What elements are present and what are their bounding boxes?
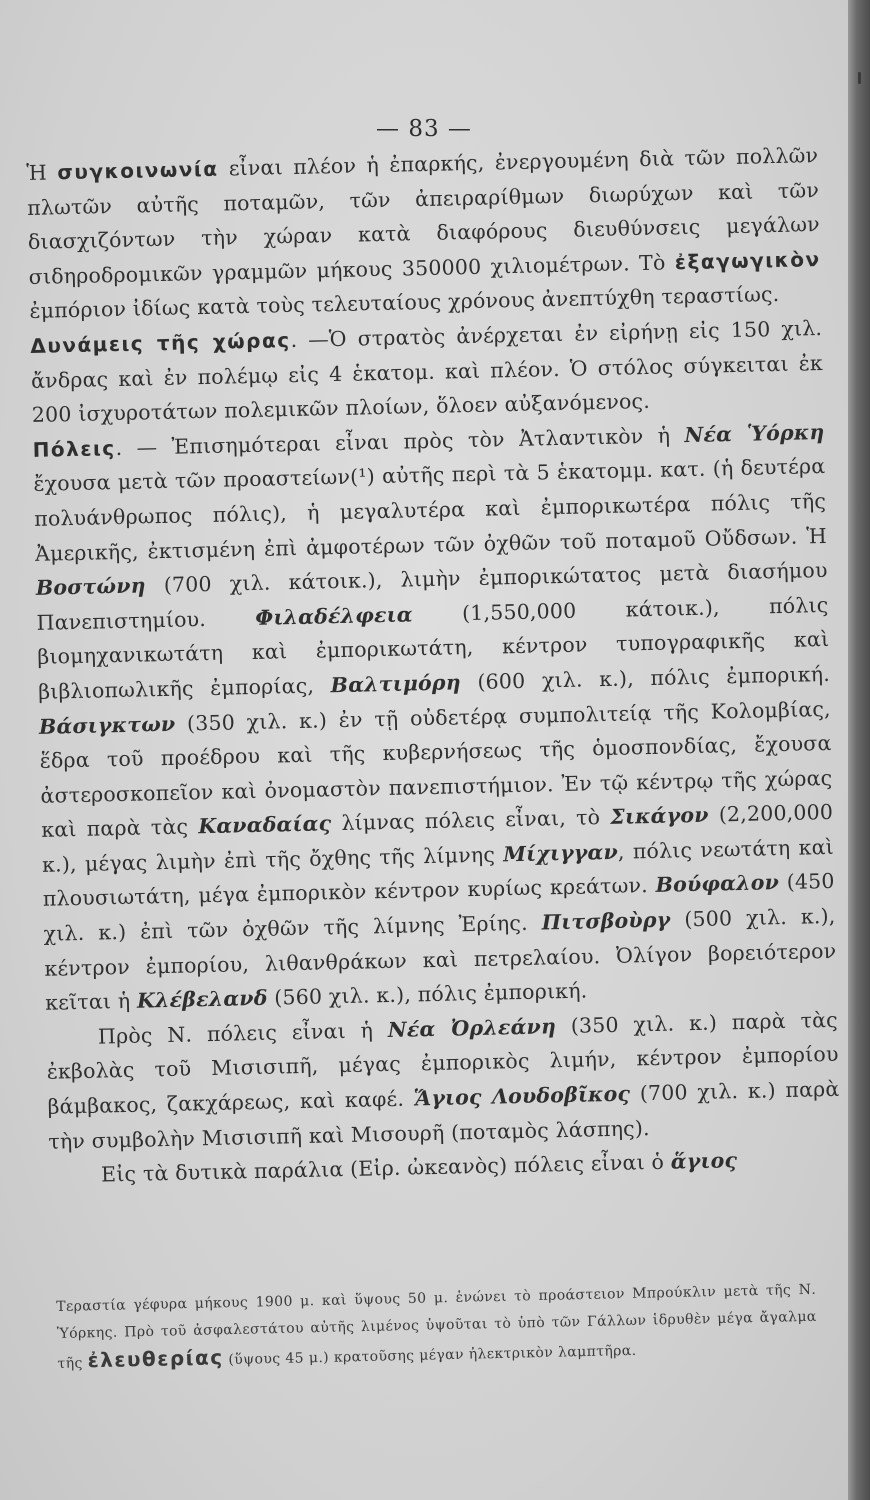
- spaced-heading: ἐξαγωγικὸν: [674, 246, 821, 275]
- spaced-heading: Δυνάμεις τῆς χώρας: [30, 328, 291, 358]
- italic-name: Βάσιγκτων: [38, 711, 176, 739]
- paragraph: [32, 415, 837, 1021]
- text-run: (350 χιλ. κ.) ἐν τῇ οὐδετέρᾳ συμπολιτείᾳ τῆς Κολομβίας, ἕδρα τοῦ προέδρου καὶ τῆς κυβερνήσεως τῆς ὁμοσπονδίας, ἔχουσα ἀστεροσκοπεῖον καὶ ὀνομαστὸν πανεπιστήμιον. Ἐν τῷ κέντρῳ τῆς χώρας καὶ παρὰ τὰς: [39, 696, 833, 843]
- italic-name: Νέα Ὀρλεάνη: [387, 1014, 557, 1042]
- paragraph: [30, 311, 824, 433]
- text-run: (2,200,000 κ.), μέγας λιμὴν ἐπὶ τῆς ὄχθης τῆς λίμνης: [41, 800, 834, 877]
- italic-name: Βαλτιμόρη: [330, 670, 462, 698]
- paragraph: [46, 1003, 841, 1159]
- text-run: (1,550,000 κάτοικ.), πόλις βιομηχανικωτάτη καὶ ἐμπορικωτάτη, κέντρον τυπογραφικῆς καὶ βιβλιοπωλικῆς ἐμπορίας,: [37, 592, 830, 704]
- italic-name: Σικάγον: [610, 802, 709, 830]
- text-run: Τεραστία γέφυρα μήκους 1900 μ. καὶ ὕψους 50 μ. ἑνώνει τὸ προάστειον Μπρούκλιν μετὰ τῆς Ν. Ὑόρκης. Πρὸ τοῦ ἀσφαλεστάτου αὐτῆς λιμένος ὑψοῦται τὸ ὑπὸ τῶν Γάλλων ἱδρυθὲν μέγα ἄγαλμα τῆς: [56, 1281, 817, 1372]
- italic-name: ἅγιος: [670, 1148, 738, 1174]
- text-run: εἶναι πλέον ἡ ἐπαρκής, ἐνεργουμένη διὰ τῶν πολλῶν πλωτῶν αὐτῆς ποταμῶν, τῶν ἀπειραρίθμων διωρύχων καὶ τῶν διασχιζόντων τὴν χώραν κατὰ διαφόρους διευθύνσεις μεγάλων σιδηροδρομικῶν γραμμῶν μήκους 350000 χιλιομέτρων. Τὸ: [26, 143, 821, 289]
- text-run: (560 χιλ. κ.), πόλις ἐμπορική.: [267, 978, 588, 1010]
- text-run: (450 χιλ. κ.) ἐπὶ τῶν ὀχθῶν τῆς λίμνης Ἐρίης.: [43, 869, 835, 946]
- italic-name: Ἅγιος Λουδοβῖκος: [413, 1081, 631, 1111]
- italic-name: Καναδαίας: [198, 811, 332, 839]
- italic-name: Νέα Ὑόρκη: [684, 419, 825, 447]
- page-edge-shadow: [848, 0, 870, 1500]
- text-run: (500 χιλ. κ.), κέντρον ἐμπορίου, λιθανθράκων καὶ πετρελαίου. Ὀλίγον βορειότερον κεῖται ἡ: [44, 903, 837, 1016]
- text-run: (700 χιλ. κ.) παρὰ τὴν συμβολὴν Μισισιπῆ καὶ Μισουρῆ (ποταμὸς λάσπης).: [48, 1076, 840, 1154]
- italic-name: Πιτσβοὺργ: [541, 907, 671, 935]
- italic-name: Κλέβελανδ: [136, 985, 268, 1013]
- paragraph: [26, 138, 822, 329]
- footnote: [56, 1277, 818, 1378]
- italic-name: Φιλαδέλφεια: [255, 602, 413, 630]
- text-run: (600 χιλ. κ.), πόλις ἐμπορική.: [460, 661, 831, 695]
- text-run: ἔχουσα μετὰ τῶν προαστείων(¹) αὐτῆς περὶ τὰ 5 ἑκατομμ. κατ. (ἡ δευτέρα πολυάνθρωπος πόλις), ἡ μεγαλυτέρα καὶ ἐμπορικωτέρα πόλις τῆς Ἀμερικῆς, ἐκτισμένη ἐπὶ ἀμφοτέρων τῶν ὀχθῶν τοῦ ποταμοῦ Οὔδσων. Ἡ: [33, 454, 828, 566]
- italic-name: Βούφαλον: [655, 870, 780, 898]
- italic-name: Βοστώνη: [35, 573, 147, 601]
- text-run: , πόλις νεωτάτη καὶ πλουσιωτάτη, μέγα ἐμπορικὸν κέντρον κυρίως κρεάτων.: [42, 834, 835, 912]
- italic-name: Μίχιγγαν: [502, 839, 619, 867]
- spaced-heading: ἐλευθερίας: [87, 1345, 224, 1373]
- text-run: Ἡ: [26, 160, 58, 185]
- text-run: (700 χιλ. κάτοικ.), λιμὴν ἐμπορικώτατος μετὰ διασήμου Πανεπιστημίου.: [36, 558, 828, 635]
- text-run: . — Ἐπισημότεραι εἶναι πρὸς τὸν Ἀτλαντικὸν ἡ: [115, 422, 685, 460]
- text-run: (ὕψους 45 μ.) κρατοῦσης μέγαν ἠλεκτρικὸν λαμπτῆρα.: [223, 1342, 637, 1369]
- text-run: ἐμπόριον ἰδίως κατὰ τοὺς τελευταίους χρόνους ἀνεπτύχθη τεραστίως.: [29, 282, 780, 324]
- spaced-heading: Πόλεις: [32, 435, 116, 462]
- text-run: Πρὸς Ν. πόλεις εἶναι ἡ: [97, 1017, 389, 1049]
- text-run: λίμνας πόλεις εἶναι, τὸ: [331, 805, 611, 836]
- main-text: [26, 138, 841, 1194]
- page-number: — 83 —: [376, 116, 472, 142]
- text-run: (350 χιλ. κ.) παρὰ τὰς ἐκβολὰς τοῦ Μισισιπῆ, μέγας ἐμπορικὸς λιμήν, κέντρον ἐμπορίου βάμβακος, ζακχάρεως, καὶ καφέ.: [46, 1007, 839, 1119]
- text-run: . —Ὁ στρατὸς ἀνέρχεται ἐν εἰρήνῃ εἰς 150 χιλ. ἄνδρας καὶ ἐν πολέμῳ εἰς 4 ἑκατομ. καὶ πλέον. Ὁ στόλος σύγκειται ἐκ 200 ἰσχυροτάτων πολεμικῶν πλοίων, ὅλοεν αὐξανόμενος.: [30, 315, 824, 428]
- spaced-heading: συγκοινωνία: [57, 156, 219, 185]
- scan-mark: [858, 72, 861, 84]
- text-run: Εἰς τὰ δυτικὰ παράλια (Εἰρ. ὠκεανὸς) πόλεις εἶναι ὁ: [100, 1149, 672, 1187]
